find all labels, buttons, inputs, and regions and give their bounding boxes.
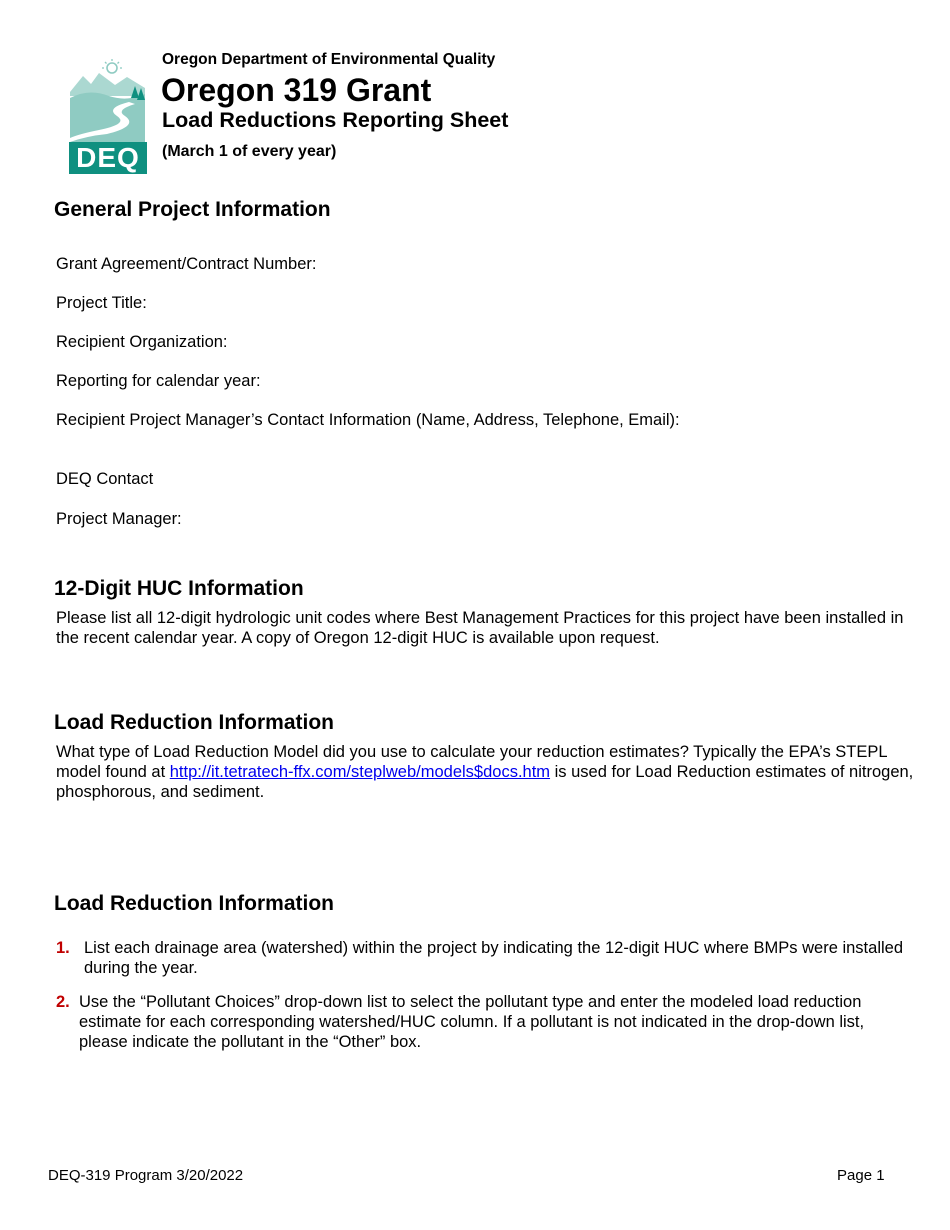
logo-wordmark: DEQ — [76, 142, 140, 173]
deq-contact-label: DEQ Contact — [56, 470, 154, 488]
instruction-number: 1. — [56, 939, 70, 957]
recipient-organization-label: Recipient Organization: — [56, 333, 228, 351]
instruction-item — [56, 992, 898, 1052]
load-reduction-model-heading: Load Reduction Information — [54, 711, 334, 734]
instruction-text: Use the “Pollutant Choices” drop-down list to select the pollutant type and enter the modeled load reduction estimate for each corresponding watershed/HUC column. If a pollutant is not indicated in the drop-down list, please indicate the pollutant in the “Other” box. — [79, 993, 865, 1051]
instruction-text: List each drainage area (watershed) within the project by indicating the 12-digit HUC where BMPs were installed during the year. — [84, 939, 903, 977]
model-text-after: is used for Load Reduction estimates of nitrogen, phosphorous, and sediment. — [56, 763, 914, 801]
project-manager-label: Project Manager: — [56, 510, 182, 528]
grant-number-label: Grant Agreement/Contract Number: — [56, 255, 317, 273]
instruction-number: 2. — [56, 993, 70, 1011]
huc-description: Please list all 12-digit hydrologic unit codes where Best Management Practices for this project have been installed in the recent calendar year. A copy of Oregon 12-digit HUC is available upon request. — [56, 609, 904, 647]
stepl-model-link[interactable]: http://it.tetratech-ffx.com/steplweb/models$docs.htm — [169, 763, 551, 781]
huc-heading: 12-Digit HUC Information — [54, 577, 304, 600]
footer-page-number: Page 1 — [837, 1167, 885, 1184]
page-subtitle: Load Reductions Reporting Sheet — [162, 108, 509, 132]
deq-logo — [69, 58, 147, 174]
load-reduction-instructions-heading: Load Reduction Information — [54, 892, 334, 915]
agency-name: Oregon Department of Environmental Quality — [162, 51, 496, 68]
project-title-label: Project Title: — [56, 294, 147, 312]
general-info-heading: General Project Information — [54, 198, 331, 221]
instruction-item — [56, 938, 906, 978]
model-text-before: What type of Load Reduction Model did you use to calculate your reduction estimates? Typically the EPA’s STEPL model found at — [56, 743, 887, 781]
reporting-year-label: Reporting for calendar year: — [56, 372, 261, 390]
page-title: Oregon 319 Grant — [161, 72, 432, 108]
project-manager-contact-label: Recipient Project Manager’s Contact Information (Name, Address, Telephone, Email): — [56, 411, 680, 429]
footer-program-date: DEQ-319 Program 3/20/2022 — [48, 1167, 244, 1184]
load-reduction-model-description — [56, 742, 916, 802]
due-date-note: (March 1 of every year) — [162, 143, 337, 160]
